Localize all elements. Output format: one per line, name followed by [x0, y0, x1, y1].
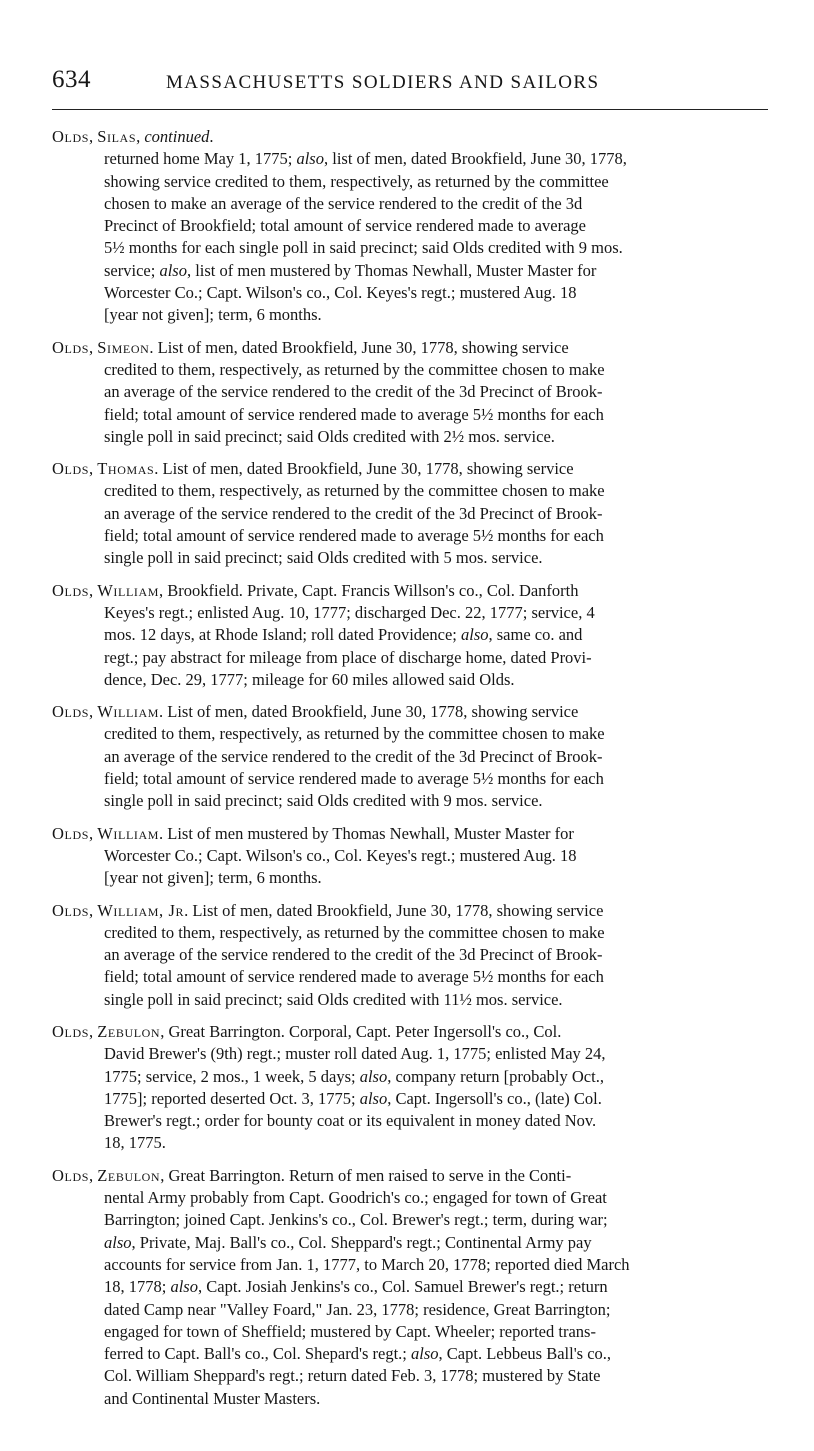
entry-heading-line: Olds, William. List of men, dated Brookfield, June 30, 1778, showing service	[52, 702, 579, 722]
entry-line: 1775; service, 2 mos., 1 week, 5 days; also, company return [probably Oct.,	[104, 1066, 604, 1086]
entry-given-name: Silas	[97, 127, 137, 146]
entry-line: credited to them, respectively, as returned by the committee chosen to make	[104, 359, 605, 379]
entry-line: Col. William Sheppard's regt.; return dated Feb. 3, 1778; mustered by State	[104, 1366, 601, 1386]
entry-given-name: Simeon	[97, 337, 150, 357]
entry-heading-line: Olds, William, Jr. List of men, dated Brookfield, June 30, 1778, showing service	[52, 900, 604, 920]
entry-line: accounts for service from Jan. 1, 1777, to March 20, 1778; reported died March	[104, 1254, 630, 1274]
entry-heading-line: Olds, Zebulon, Great Barrington. Corporal, Capt. Peter Ingersoll's co., Col.	[52, 1021, 562, 1041]
entry	[52, 1165, 769, 1410]
entry-line: service; also, list of men mustered by Thomas Newhall, Muster Master for	[104, 260, 597, 280]
entry-line: Brewer's regt.; order for bounty coat or its equivalent in money dated Nov.	[104, 1111, 597, 1131]
entry-line: showing service credited to them, respectively, as returned by the committee	[104, 171, 609, 191]
entry-surname: Olds	[52, 702, 89, 722]
entry-line: field; total amount of service rendered made to average 5½ months for each	[104, 967, 604, 987]
entry-heading-line: Olds, Simeon. List of men, dated Brookfield, June 30, 1778, showing service	[52, 337, 569, 357]
entry-line: 1775]; reported deserted Oct. 3, 1775; also, Capt. Ingersoll's co., (late) Col.	[104, 1088, 602, 1108]
entry-heading-line: Olds, William. List of men mustered by Thomas Newhall, Muster Master for	[52, 823, 574, 843]
entries-list	[52, 126, 769, 1420]
entry-heading-line: Olds, Thomas. List of men, dated Brookfield, June 30, 1778, showing service	[52, 459, 574, 479]
entry-given-name: Zebulon	[97, 1021, 161, 1041]
entry-line: an average of the service rendered to the credit of the 3d Precinct of Brook-	[104, 382, 603, 402]
entry-line: Keyes's regt.; enlisted Aug. 10, 1777; discharged Dec. 22, 1777; service, 4	[104, 602, 595, 622]
entry-line: David Brewer's (9th) regt.; muster roll dated Aug. 1, 1775; enlisted May 24,	[104, 1044, 606, 1064]
entry-surname: Olds	[52, 823, 89, 843]
entry-line: [year not given]; term, 6 months.	[104, 868, 322, 888]
running-title: MASSACHUSETTS SOLDIERS AND SAILORS	[166, 72, 600, 93]
page-number: 634	[52, 66, 91, 93]
entry-line: credited to them, respectively, as returned by the committee chosen to make	[104, 481, 605, 501]
entry-given-name: William	[97, 702, 160, 722]
entry-given-name: William	[97, 580, 160, 600]
entry-surname: Olds	[52, 1165, 89, 1185]
entry	[52, 701, 769, 812]
entry-line: 5½ months for each single poll in said precinct; said Olds credited with 9 mos.	[104, 238, 623, 258]
entry-line: credited to them, respectively, as returned by the committee chosen to make	[104, 724, 605, 744]
entry-heading-line: Olds, Silas, continued.	[52, 127, 214, 146]
entry-line: field; total amount of service rendered made to average 5½ months for each	[104, 769, 604, 789]
entry-surname: Olds	[52, 1021, 89, 1041]
entry-line: Barrington; joined Capt. Jenkins's co., Col. Brewer's regt.; term, during war;	[104, 1210, 608, 1230]
entry-line: Worcester Co.; Capt. Wilson's co., Col. Keyes's regt.; mustered Aug. 18	[104, 283, 577, 303]
entry-line: Worcester Co.; Capt. Wilson's co., Col. Keyes's regt.; mustered Aug. 18	[104, 845, 577, 865]
entry-line: nental Army probably from Capt. Goodrich's co.; engaged for town of Great	[104, 1188, 607, 1208]
entry	[52, 580, 769, 691]
entry-given-name: Zebulon	[97, 1165, 161, 1185]
entry-line: [year not given]; term, 6 months.	[104, 305, 322, 325]
entry-given-name: William	[97, 823, 160, 843]
entry-line: single poll in said precinct; said Olds credited with 11½ mos. service.	[104, 989, 563, 1009]
entry-line: chosen to make an average of the service rendered to the credit of the 3d	[104, 193, 583, 213]
entry-line: and Continental Muster Masters.	[104, 1388, 321, 1408]
entry-line: field; total amount of service rendered made to average 5½ months for each	[104, 404, 604, 424]
header-rule	[52, 109, 768, 110]
entry-line: 18, 1775.	[104, 1133, 166, 1153]
entry-heading-line: Olds, Zebulon, Great Barrington. Return of men raised to serve in the Conti-	[52, 1165, 572, 1185]
entry	[52, 126, 769, 327]
entry-line: single poll in said precinct; said Olds credited with 5 mos. service.	[104, 548, 543, 568]
entry-heading-line: Olds, William, Brookfield. Private, Capt. Francis Willson's co., Col. Danforth	[52, 580, 579, 600]
entry-line: ferred to Capt. Ball's co., Col. Shepard's regt.; also, Capt. Lebbeus Ball's co.,	[104, 1344, 612, 1364]
entry-line: dated Camp near "Valley Foard," Jan. 23, 1778; residence, Great Barrington;	[104, 1299, 611, 1319]
entry-line: returned home May 1, 1775; also, list of men, dated Brookfield, June 30, 1778,	[104, 149, 627, 169]
entry-given-name: William, Jr	[97, 900, 185, 920]
entry-line: an average of the service rendered to the credit of the 3d Precinct of Brook-	[104, 746, 603, 766]
entry-line: Precinct of Brookfield; total amount of service rendered made to average	[104, 216, 586, 236]
entry-surname: Olds	[52, 459, 89, 479]
entry-line: single poll in said precinct; said Olds credited with 2½ mos. service.	[104, 426, 555, 446]
entry-line: also, Private, Maj. Ball's co., Col. Sheppard's regt.; Continental Army pay	[104, 1232, 592, 1252]
entry-surname: Olds	[52, 127, 89, 146]
entry	[52, 900, 769, 1011]
entry-surname: Olds	[52, 900, 89, 920]
entry-surname: Olds	[52, 580, 89, 600]
entry-line: mos. 12 days, at Rhode Island; roll dated Providence; also, same co. and	[104, 625, 583, 645]
entry-surname: Olds	[52, 337, 89, 357]
entry	[52, 337, 769, 448]
entry-line: credited to them, respectively, as returned by the committee chosen to make	[104, 922, 605, 942]
entry-line: regt.; pay abstract for mileage from place of discharge home, dated Provi-	[104, 647, 592, 667]
entry-line: an average of the service rendered to the credit of the 3d Precinct of Brook-	[104, 945, 603, 965]
entry-line: field; total amount of service rendered made to average 5½ months for each	[104, 526, 604, 546]
entry-line: dence, Dec. 29, 1777; mileage for 60 miles allowed said Olds.	[104, 669, 515, 689]
entry	[52, 1021, 769, 1155]
entry	[52, 458, 769, 569]
entry-line: engaged for town of Sheffield; mustered by Capt. Wheeler; reported trans-	[104, 1321, 596, 1341]
entry-line: an average of the service rendered to the credit of the 3d Precinct of Brook-	[104, 503, 603, 523]
entry-line: 18, 1778; also, Capt. Josiah Jenkins's co., Col. Samuel Brewer's regt.; return	[104, 1277, 608, 1297]
entry	[52, 823, 769, 890]
entry-line: single poll in said precinct; said Olds credited with 9 mos. service.	[104, 791, 543, 811]
entry-given-name: Thomas	[97, 459, 155, 479]
